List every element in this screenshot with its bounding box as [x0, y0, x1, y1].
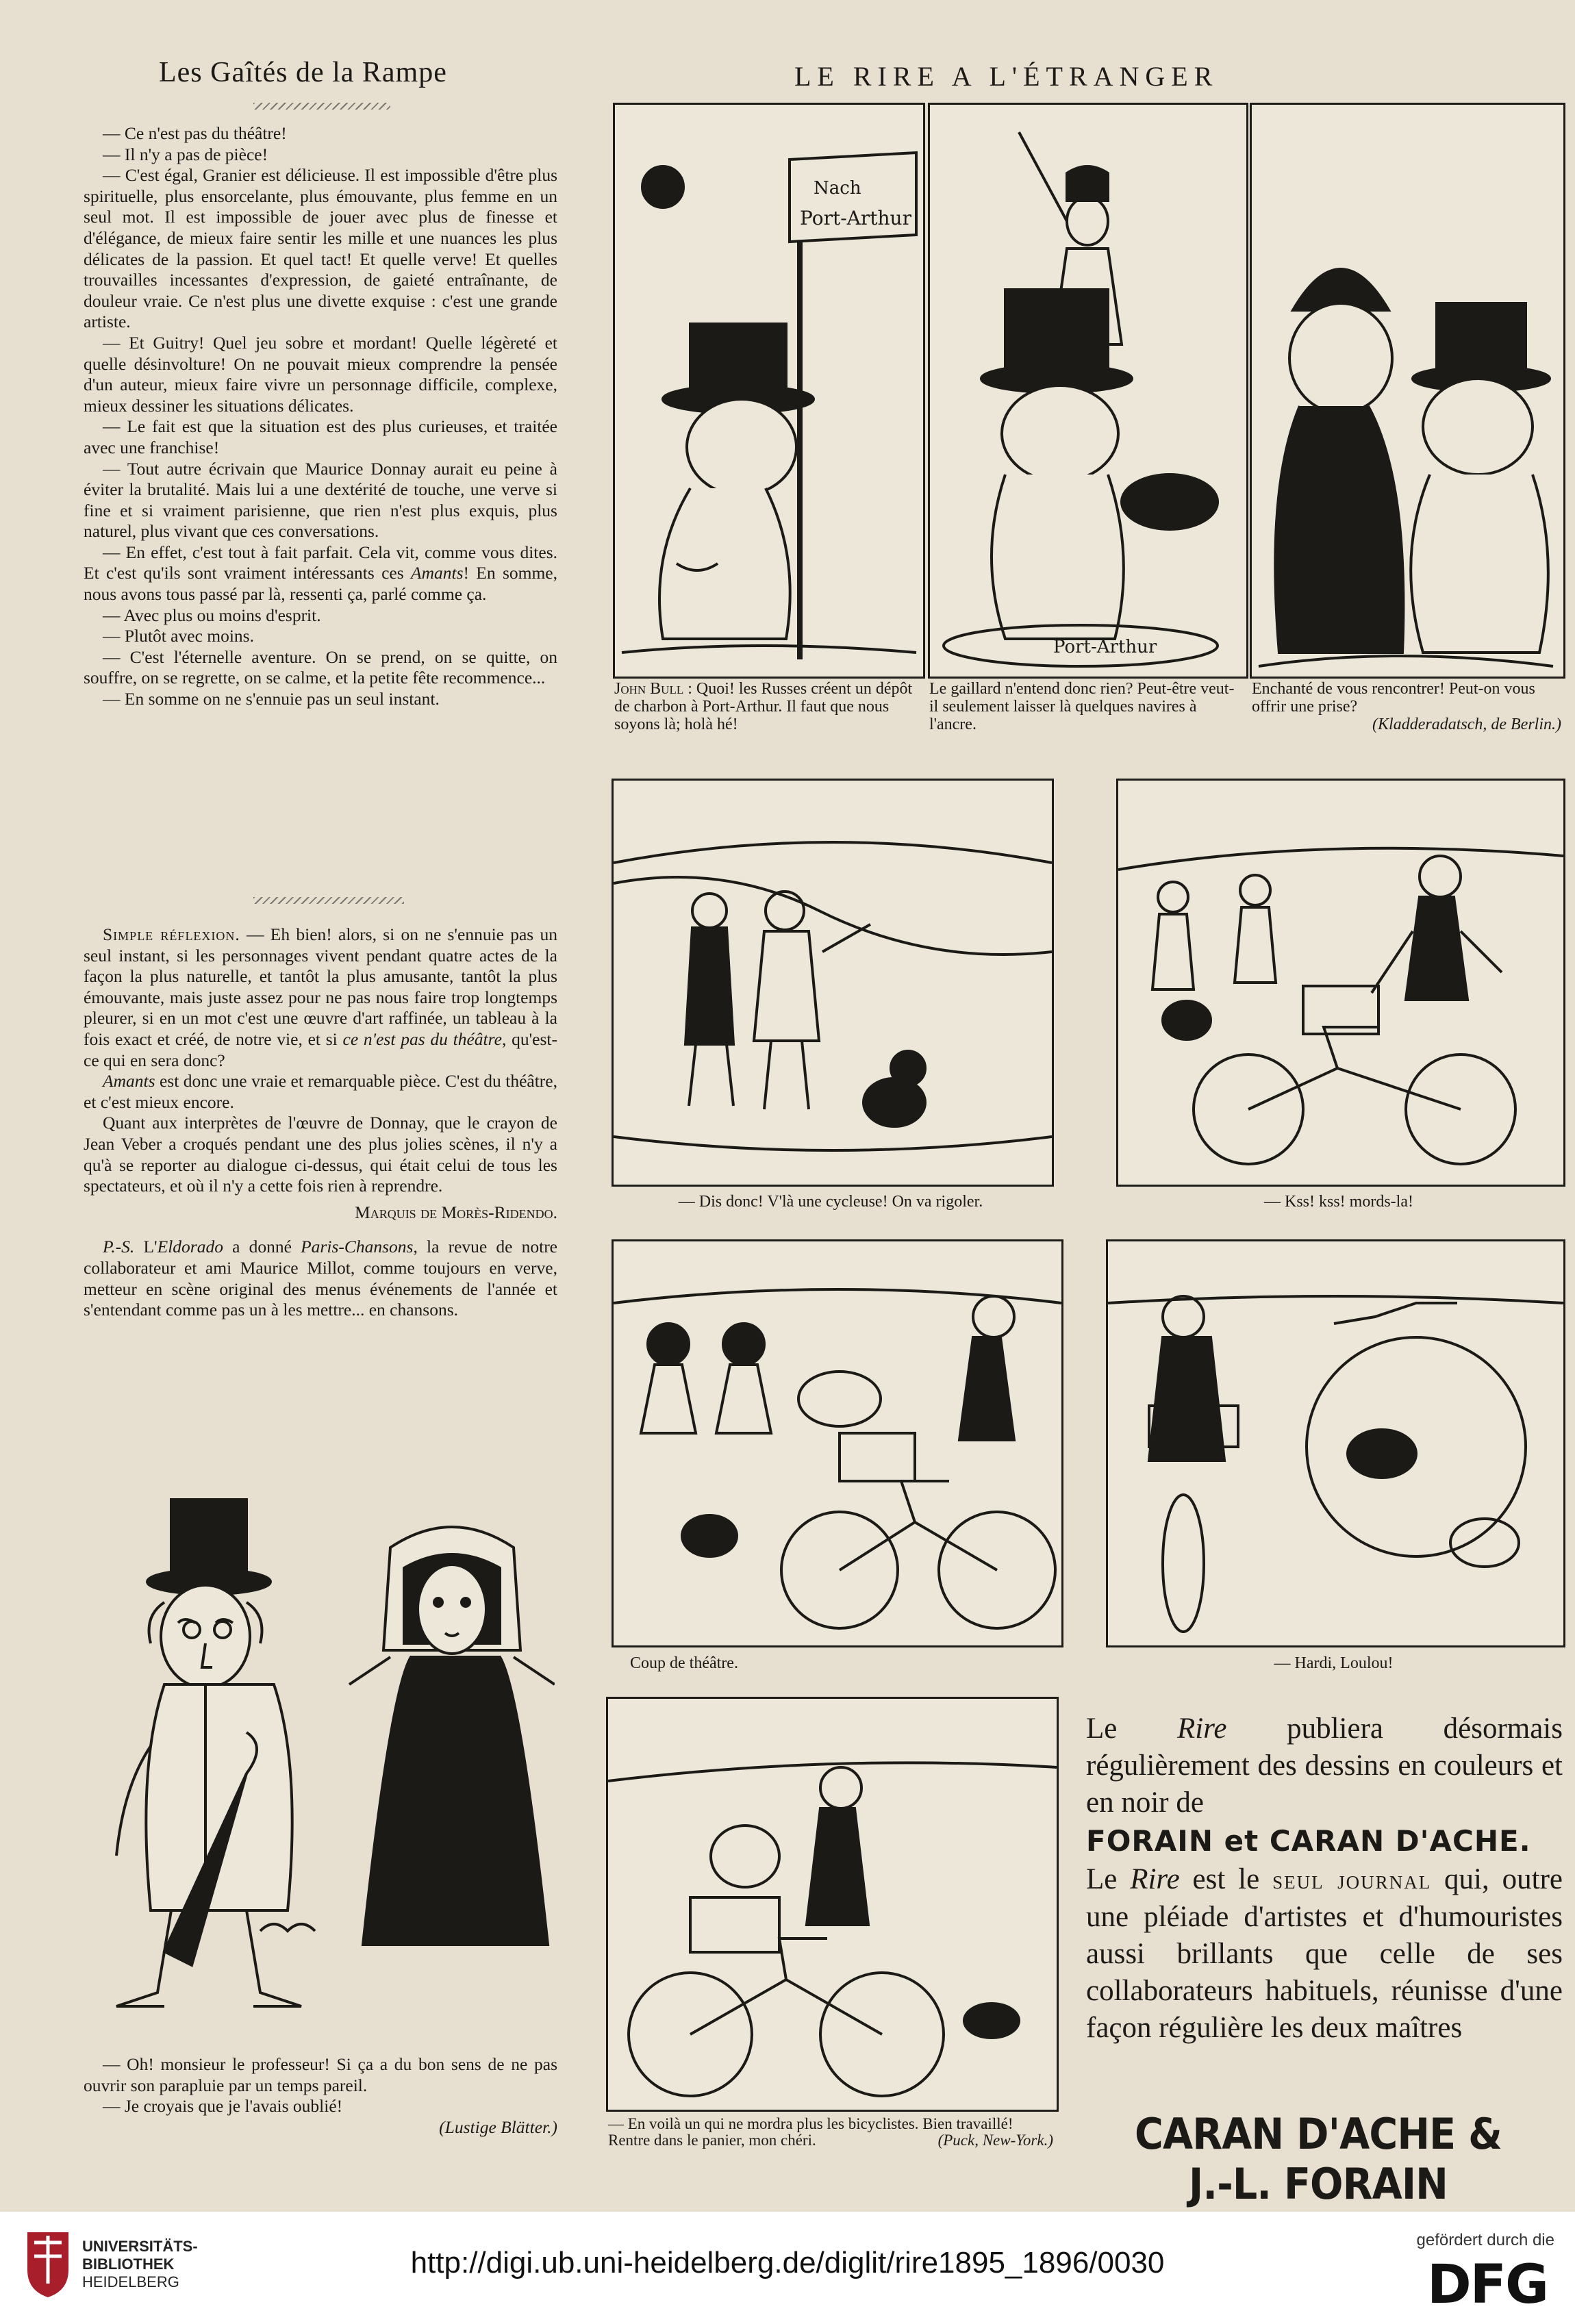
panel-3-source: (Kladderadatsch, de Berlin.) [1372, 716, 1561, 733]
signpost-text-1: Nach [814, 178, 861, 199]
announcement-names: FORAIN et CARAN D'ACHE. [1086, 1824, 1531, 1858]
cyclist-caption-5-source: (Puck, New-York.) [937, 2132, 1053, 2149]
hole-text: Port-Arthur [1053, 637, 1157, 657]
theatre-dialogue [84, 123, 557, 710]
digitization-footer [0, 2212, 1575, 2324]
cyclist-caption-5: — En voilà un qui ne mordra plus les bicyclistes. Bien travaillé! Rentre dans le panier, mon chéri. (Puck, New-York.) [608, 2115, 1053, 2149]
dialogue-line: — Plutôt avec moins. [103, 626, 254, 646]
dialogue-line: — Avec plus ou moins d'esprit. [103, 605, 321, 625]
caption-line: — Je croyais que je l'avais oublié! [103, 2096, 343, 2117]
postscript: P.-S. L'Eldorado a donné Paris-Chansons, la revue de notre collaborateur et ami Maurice Millot, comme toujours en verve, metteur en scène original des menus événements de l'année et s'entendant comme pas un à les mettre... en chansons. [84, 1237, 558, 1320]
cyclist-panel-3 [612, 1239, 1063, 1647]
left-column-title: Les Gaîtés de la Rampe [159, 57, 447, 88]
dialogue-line: — C'est égal, Granier est délicieuse. Il est impossible d'être plus spirituelle, plus ensorcelante, plus émouvante, plus femme en un seul mot. Il est impossible de jouer avec plus de finesse et d'élégance, de mieux faire sentir les mille et une nuances les plus délicates de la passion. Et quel tact! Et quelle verve! Et quelles trouvailles incessantes d'expression, de gaieté entraînante, de douleur vraie. Ce n'est plus une divette exquise : c'est une grande artiste. [84, 165, 557, 332]
cyclist-caption-3: Coup de théâtre. [630, 1654, 738, 1672]
cyclist-caption-1: — Dis donc! V'là une cycleuse! On va rigoler. [678, 1193, 983, 1211]
dialogue-line: — En somme on ne s'ennuie pas un seul instant. [103, 689, 440, 709]
cyclist-panel-2 [1116, 779, 1565, 1187]
professor-caption [84, 2054, 557, 2138]
simple-reflexion [84, 924, 557, 1321]
dialogue-line: — C'est l'éternelle aventure. On se prend, on se quitte, on souffre, on se regrette, on se calme, et la petite fête recommence... [84, 646, 557, 688]
announcement: Le Rire publiera désormais régulièrement des dessins en couleurs et en noir de FORAIN et CARAN D'ACHE. Le Rire est le seul journal qui, outre une pléiade d'artistes et d'humouristes aussi brillants que celle de ses collaborateurs habituels, réunisse d'une façon régulière les deux maîtres [1086, 1713, 1563, 2044]
dialogue-line: — Et Guitry! Quel jeu sobre et mordant! Quelle légèreté et quelle désinvolture! On ne pouvait mieux comprendre la pensée d'un auteur, mieux faire vivre un personnage difficile, complexe, mieux dessiner les situations délicates. [84, 332, 557, 416]
panel-3-caption: Enchanté de vous rencontrer! Peut-on vous offrir une prise? (Kladderadatsch, de Berlin.) [1252, 680, 1561, 733]
section-ornament [253, 897, 404, 904]
john-bull-panel-3 [1250, 103, 1565, 679]
john-bull-panel-2 [928, 103, 1248, 679]
cyclist-caption-4: — Hardi, Loulou! [1274, 1654, 1394, 1672]
dfg-logo: DFG [1426, 2254, 1548, 2316]
cyclist-panel-1 [612, 779, 1054, 1187]
right-section-title: LE RIRE A L'ÉTRANGER [794, 61, 1219, 92]
dialogue-line: — En effet, c'est tout à fait parfait. Cela vit, comme vous dites. Et c'est qu'ils sont vraiment intéressants ces Amants! En somme, nous avons tous passé par là, ressenti ça, parlé comme ça. [84, 542, 557, 605]
dialogue-line: — Ce n'est pas du théâtre! [103, 123, 287, 143]
caran-dache-forain-title: CARAN D'ACHE & J.-L. FORAIN [1135, 2109, 1502, 2209]
cyclist-caption-2: — Kss! kss! mords-la! [1264, 1193, 1413, 1211]
panel-1-caption: John Bull : Quoi! les Russes créent un dépôt de charbon à Port-Arthur. Il faut que nous soyons là; holà hé! [614, 680, 913, 733]
reflexion-paragraph: Quant aux interprètes de l'œuvre de Donnay, que le crayon de Jean Veber a croqués pendant une des plus jolies scènes, il n'y a qu'à se reporter au dialogue ci-dessus, qui était celui de tous les spectateurs, et où il n'y a cette fois rien à reprendre. [84, 1113, 557, 1196]
signpost-text-2: Port-Arthur [800, 207, 911, 229]
dialogue-line: — Il n'y a pas de pièce! [103, 144, 268, 164]
cyclist-panel-5 [606, 1697, 1059, 2112]
digitization-url[interactable]: http://digi.ub.uni-heidelberg.de/diglit/rire1895_1896/0030 [410, 2246, 1165, 2279]
signature: Marquis de Morès-Ridendo. [355, 1202, 557, 1222]
title-ornament [253, 103, 390, 110]
cyclist-panel-4 [1106, 1239, 1565, 1647]
caption-source: (Lustige Blätter.) [439, 2117, 557, 2137]
reflexion-paragraph: Amants est donc une vraie et remarquable pièce. C'est du théâtre, et c'est mieux encore. [84, 1071, 557, 1112]
panel-2-caption: Le gaillard n'entend donc rien? Peut-être veut-il seulement laisser là quelques navires à l'ancre. [929, 680, 1235, 733]
caption-line: — Oh! monsieur le professeur! Si ça a du bon sens de ne pas ouvrir son parapluie par un temps pareil. [84, 2054, 557, 2095]
funded-by-label: gefördert durch die [1416, 2231, 1554, 2249]
john-bull-panel-1 [613, 103, 925, 679]
reflexion-paragraph: Simple réflexion. — Eh bien! alors, si on ne s'ennuie pas un seul instant, si les personnages vivent pendant quatre actes de la façon la plus naturelle, et tantôt la plus amusante, tantôt la plus émouvante, mais juste assez pour ne pas nous faire trop longtemps pleurer, si en un mot c'est une œuvre d'art raffinée, un tableau à la fois exact et créé, de notre vie, et si ce n'est pas du théâtre, qu'est-ce qui en sera donc? [84, 924, 557, 1070]
dialogue-line: — Tout autre écrivain que Maurice Donnay aurait eu peine à éviter la brutalité. Mais lui a une dextérité de touche, une verve si fine et si vraiment parisienne, que rien n'est plus exquis, plus naturel, plus vivant que ces conversations. [84, 458, 557, 542]
dialogue-line: — Le fait est que la situation est des plus curieuses, et traitée avec une franchise! [84, 416, 557, 457]
library-name: UNIVERSITÄTS- BIBLIOTHEK HEIDELBERG [82, 2238, 198, 2290]
professor-illustration [89, 1486, 555, 2034]
